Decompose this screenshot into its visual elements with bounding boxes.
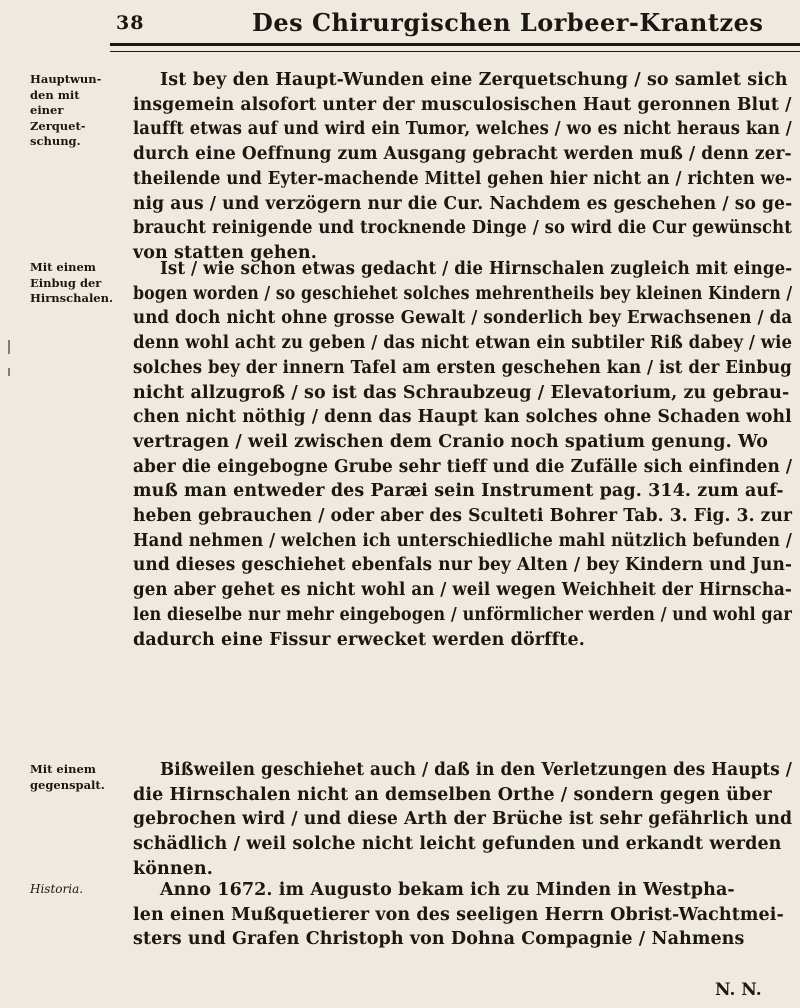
text-line: aber die eingebogne Grube sehr tieff und die Zufälle sich einfinden / [133, 456, 793, 477]
margin-note: Mit einem Einbug der Hirnschalen. [30, 260, 113, 305]
text-line: gebrochen wird / und diese Arth der Brüche ist sehr gefährlich und [133, 809, 793, 830]
text-line: Anno 1672. im Augusto bekam ich zu Minden in Westpha- [160, 880, 735, 900]
text-line: chen nicht nöthig / denn das Haupt kan solches ohne Schaden wohl [133, 407, 792, 428]
text-line: von statten gehen. [133, 242, 317, 263]
text-line: Bißweilen geschiehet auch / daß in den Verletzungen des Haupts / [160, 760, 792, 780]
ink-speck [8, 368, 10, 376]
text-line: Ist bey den Haupt-Wunden eine Zerquetschung / so samlet sich [160, 70, 788, 90]
text-line: nig aus / und verzögern nur die Cur. Nachdem es geschehen / so ge- [133, 193, 793, 214]
margin-note: Historia. [30, 882, 84, 896]
text-line: solches bey der innern Tafel am ersten geschehen kan / ist der Einbug [133, 357, 792, 378]
margin-note: Hauptwun- den mit einer Zerquet- schung. [30, 72, 102, 148]
text-line: und dieses geschiehet ebenfals nur bey Alten / bey Kindern und Jun- [133, 555, 793, 576]
text-line: durch eine Oeffnung zum Ausgang gebracht werden muß / denn zer- [133, 144, 792, 165]
text-line: muß man entweder des Paræi sein Instrument pag. 314. zum auf- [133, 481, 784, 502]
running-head: Des Chirurgischen Lorbeer-Krantzes [252, 8, 764, 37]
text-line: vertragen / weil zwischen dem Cranio noch spatium genung. Wo [133, 431, 769, 452]
text-line: die Hirnschalen nicht an demselben Orthe / sondern gegen über [133, 784, 772, 805]
text-line: laufft etwas auf und wird ein Tumor, welches / wo es nicht heraus kan / [133, 119, 792, 140]
text-line: dadurch eine Fissur erwecket werden dörffte. [133, 629, 585, 650]
header-rule [110, 43, 800, 52]
catchword: N. N. [715, 980, 762, 1000]
text-line: und doch nicht ohne grosse Gewalt / sonderlich bey Erwachsenen / da [133, 308, 793, 329]
text-line: Ist / wie schon etwas gedacht / die Hirnschalen zugleich mit einge- [160, 259, 793, 279]
text-line: können. [133, 858, 213, 879]
text-line: denn wohl acht zu geben / das nicht etwan ein subtiler Riß dabey / wie [133, 333, 793, 354]
text-line: nicht allzugroß / so ist das Schraubzeug / Elevatorium, zu gebrau- [133, 382, 790, 403]
text-line: len einen Mußquetierer von des seeligen Herrn Obrist-Wachtmei- [133, 904, 784, 925]
text-line: bogen worden / so geschiehet solches mehrentheils bey kleinen Kindern / [133, 283, 793, 304]
ink-speck [8, 340, 10, 354]
text-line: sters und Grafen Christoph von Dohna Compagnie / Nahmens [133, 929, 745, 950]
text-line: theilende und Eyter-machende Mittel gehen hier nicht an / richten we- [133, 168, 793, 189]
text-line: schädlich / weil solche nicht leicht gefunden und erkandt werden [133, 834, 782, 855]
text-line: len dieselbe nur mehr eingebogen / unförmlicher werden / und wohl gar [133, 604, 792, 625]
margin-note: Mit einem gegenspalt. [30, 762, 105, 792]
text-line: gen aber gehet es nicht wohl an / weil wegen Weichheit der Hirnscha- [133, 580, 792, 601]
text-line: heben gebrauchen / oder aber des Sculteti Bohrer Tab. 3. Fig. 3. zur [133, 506, 793, 526]
page-header [0, 8, 800, 40]
text-line: braucht reinigende und trocknende Dinge / so wird die Cur gewünscht [133, 218, 792, 239]
text-line: insgemein alsofort unter der musculosischen Haut geronnen Blut / [133, 94, 792, 115]
page-number: 38 [116, 12, 145, 34]
text-line: Hand nehmen / welchen ich unterschiedliche mahl nützlich befunden / [133, 530, 792, 551]
